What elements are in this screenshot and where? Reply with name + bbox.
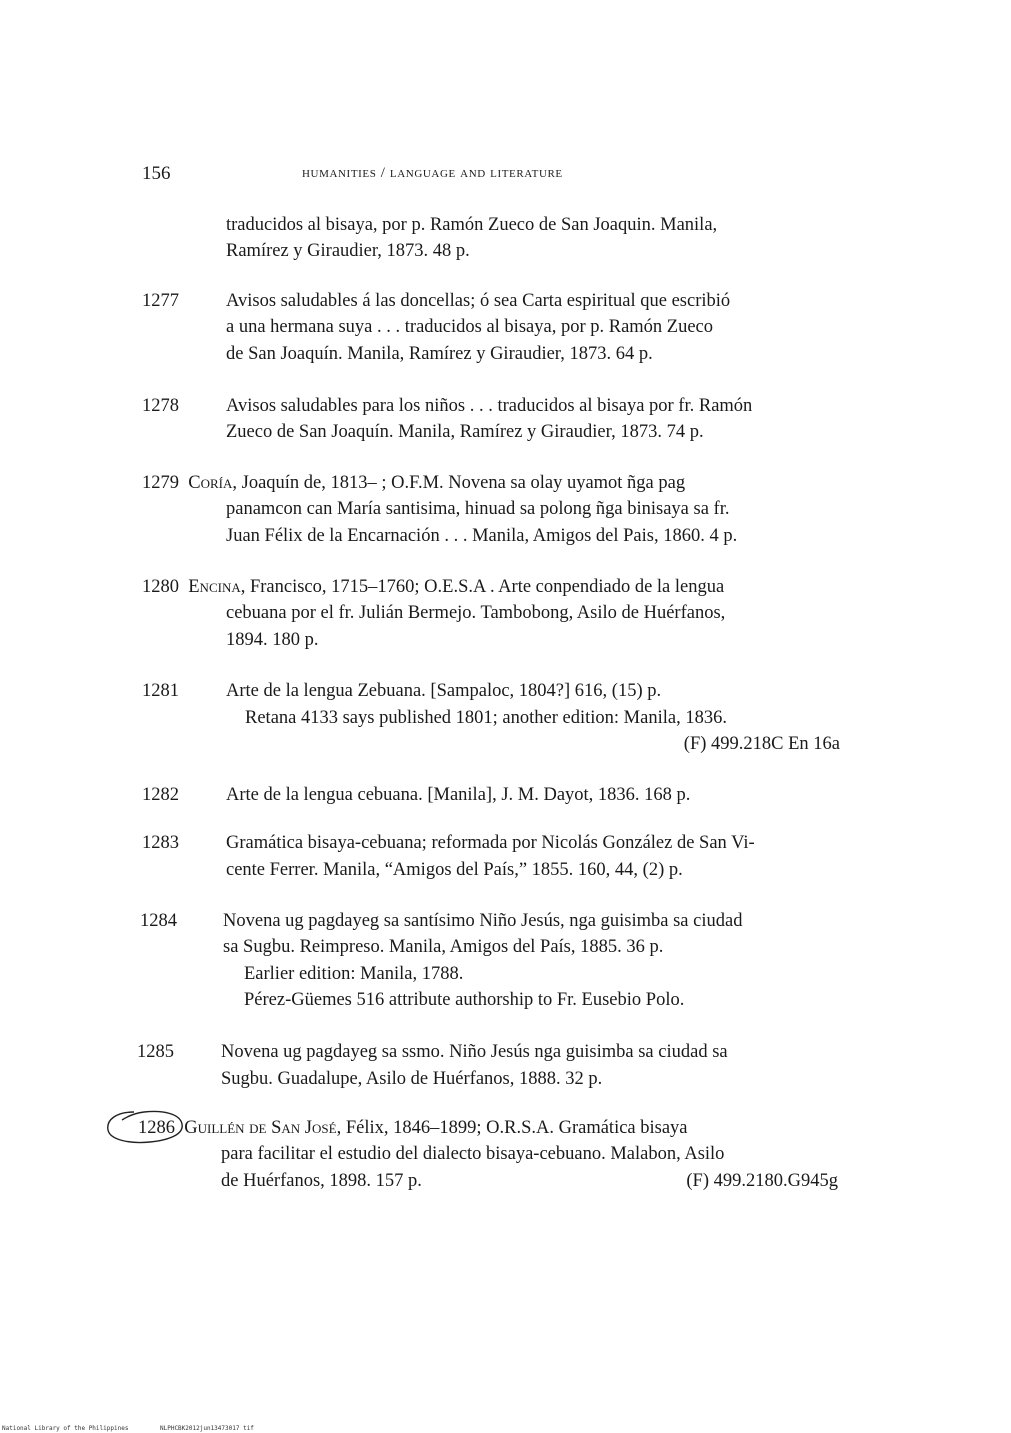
entry-number: 1282 (142, 785, 179, 805)
entry-line: Juan Félix de la Encarnación . . . Manila, Amigos del Pais, 1860. 4 p. (226, 526, 738, 546)
entry-line: a una hermana suya . . . traducidos al bisaya, por p. Ramón Zueco (226, 317, 714, 337)
entry-number: 1286 (138, 1118, 175, 1138)
entry-line: 1894. 180 p. (226, 630, 319, 650)
entry-first-line (142, 574, 724, 600)
entry-line: Avisos saludables para los niños . . . traducidos al bisaya por fr. Ramón (226, 396, 753, 416)
entry-number: 1277 (142, 291, 179, 311)
running-head: humanities / language and literature (302, 165, 563, 181)
entry-line: Arte de la lengua Zebuana. [Sampaloc, 1804?] 616, (15) p. (226, 681, 662, 701)
scan-footer-file: NLPHCBK2012jun13473017 tif (160, 1425, 254, 1432)
call-number: (F) 499.218C En 16a (683, 734, 840, 754)
entry-note: Pérez-Güemes 516 attribute authorship to Fr. Eusebio Polo. (244, 990, 685, 1010)
entry-first-line (142, 470, 685, 496)
entry-text: , Joaquín de, 1813– ; O.F.M. Novena sa olay uyamot ñga pag (232, 473, 686, 493)
entry-line: para facilitar el estudio del dialecto bisaya-cebuano. Malabon, Asilo (221, 1144, 725, 1164)
continuation-line: Ramírez y Giraudier, 1873. 48 p. (226, 241, 470, 261)
call-number: (F) 499.2180.G945g (686, 1171, 838, 1191)
entry-line: Sugbu. Guadalupe, Asilo de Huérfanos, 1888. 32 p. (221, 1069, 603, 1089)
entry-number: 1281 (142, 681, 179, 701)
entry-line: panamcon can María santisima, hinuad sa polong ñga binisaya sa fr. (226, 499, 730, 519)
entry-line: Gramática bisaya-cebuana; reformada por Nicolás González de San Vi- (226, 833, 755, 853)
scan-footer-library: National Library of the Philippines (2, 1425, 129, 1432)
entry-line: cebuana por el fr. Julián Bermejo. Tambobong, Asilo de Huérfanos, (226, 603, 726, 623)
entry-text: , Francisco, 1715–1760; O.E.S.A . Arte conpendiado de la lengua (240, 577, 725, 597)
entry-text: , Félix, 1846–1899; O.R.S.A. Gramática bisaya (336, 1118, 688, 1138)
entry-line: sa Sugbu. Reimpreso. Manila, Amigos del País, 1885. 36 p. (223, 937, 664, 957)
entry-line: Arte de la lengua cebuana. [Manila], J. M. Dayot, 1836. 168 p. (226, 785, 691, 805)
entry-author: Coría (188, 473, 233, 493)
entry-number: 1285 (137, 1042, 174, 1062)
entry-line: Novena ug pagdayeg sa santísimo Niño Jesús, nga guisimba sa ciudad (223, 911, 743, 931)
page-number: 156 (142, 163, 171, 184)
continuation-line: traducidos al bisaya, por p. Ramón Zueco de San Joaquin. Manila, (226, 215, 718, 235)
entry-number: 1284 (140, 911, 177, 931)
entry-first-line (138, 1115, 688, 1141)
entry-line: Novena ug pagdayeg sa ssmo. Niño Jesús nga guisimba sa ciudad sa (221, 1042, 728, 1062)
entry-author: Encina (188, 577, 241, 597)
entry-note: Earlier edition: Manila, 1788. (244, 964, 464, 984)
entry-number: 1279 (142, 473, 179, 493)
entry-number: 1280 (142, 577, 179, 597)
entry-note: Retana 4133 says published 1801; another edition: Manila, 1836. (245, 708, 727, 728)
entry-number: 1278 (142, 396, 179, 416)
entry-line: Zueco de San Joaquín. Manila, Ramírez y Giraudier, 1873. 74 p. (226, 422, 704, 442)
entry-author: Guillén de San José (184, 1118, 337, 1138)
entry-line: de San Joaquín. Manila, Ramírez y Giraudier, 1873. 64 p. (226, 344, 653, 364)
entry-number: 1283 (142, 833, 179, 853)
entry-line: Avisos saludables á las doncellas; ó sea Carta espiritual que escribió (226, 291, 731, 311)
entry-line: cente Ferrer. Manila, “Amigos del País,” 1855. 160, 44, (2) p. (226, 860, 683, 880)
entry-line: de Huérfanos, 1898. 157 p. (221, 1171, 422, 1191)
